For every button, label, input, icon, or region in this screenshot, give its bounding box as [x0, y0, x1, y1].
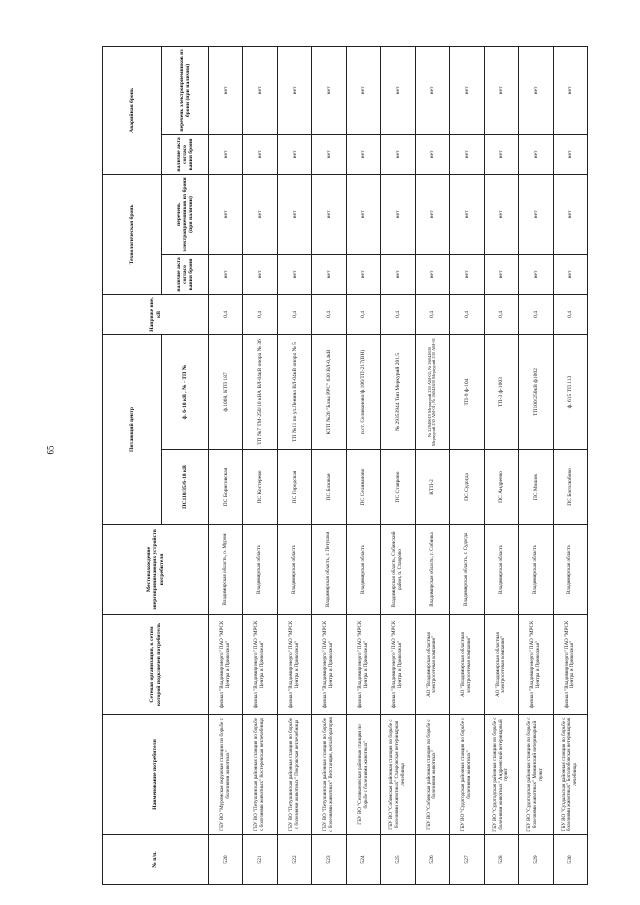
cell-location: Владимирская область [484, 525, 518, 615]
cell-emerg-agreed: нет [519, 134, 553, 174]
table-row [209, 46, 243, 884]
cell-tech-agreed: нет [346, 254, 380, 294]
cell-voltage: 0,4 [312, 294, 346, 334]
cell-emerg-agreed: нет [346, 134, 380, 174]
table-row [243, 46, 277, 884]
cell-emerg-list: нет [415, 46, 449, 134]
cell-tech-list: нет [381, 174, 415, 254]
consumer-table [102, 46, 588, 885]
cell-network: филиал "Владимирэнерго" ПАО "МРСК Центра и Приволжья" [346, 615, 380, 715]
cell-tech-list: нет [484, 174, 518, 254]
cell-feeder: № 22940619 Меркурий 230 АМ-02; № 26042630 Меркурий 230 АМ-01; № 26042630 Меркурий 230 АМ-01 [415, 334, 449, 449]
cell-voltage: 0,4 [450, 294, 484, 334]
cell-tech-agreed: нет [519, 254, 553, 294]
table-row [553, 46, 587, 884]
cell-location: Владимирская область, г. Собинка [415, 525, 449, 615]
cell-num: 529 [519, 835, 553, 885]
table-row [312, 46, 346, 884]
table-row [277, 46, 311, 884]
col-tech-list-header: перечень электроприемников из брони (при наличии) [162, 174, 209, 254]
cell-tech-list: нет [553, 174, 587, 254]
cell-emerg-agreed: нет [450, 134, 484, 174]
cell-ps: ПС Базовая [312, 450, 346, 525]
cell-network: филиал "Владимирэнерго" ПАО "МРСК Центра и Приволжья" [209, 615, 243, 715]
cell-location: Владимирская область, Собинский район, п. Ставрово [381, 525, 415, 615]
cell-tech-list: нет [450, 174, 484, 254]
cell-location: Владимирская область [346, 525, 380, 615]
cell-network: филиал "Владимирэнерго" ПАО "МРСК Центра и Приволжья" [519, 615, 553, 715]
cell-consumer: ГБУ ВО "Петушинская районная станция по борьбе с болезнями животных" Покровская ветлечебница [277, 715, 311, 835]
cell-network: филиал "Владимирэнерго" ПАО "МРСК Центра и Приволжья" [243, 615, 277, 715]
cell-ps: ПС Костерево [243, 450, 277, 525]
cell-consumer: ГБУ ВО "Судогодская районная станции по борьбе с болезнями животных" Моминский ветеринарный пункт [519, 715, 553, 835]
cell-tech-list: нет [346, 174, 380, 254]
cell-consumer: ГБУ ВО "Суздальская районная станция по борьбе с болезнями животных" Боголюбовская ветеринарная лечебница [553, 715, 587, 835]
col-tech-agreed-header: наличие акта согласо вания брони [162, 254, 209, 294]
table-row [450, 46, 484, 884]
cell-emerg-agreed: нет [312, 134, 346, 174]
cell-emerg-list: нет [346, 46, 380, 134]
cell-feeder: п.ст. Селиваново/ф.106/ТП-217(ВН) [346, 334, 380, 449]
col-consumer-header: Наименование потребителя [103, 715, 209, 835]
cell-emerg-list: нет [312, 46, 346, 134]
cell-emerg-list: нет [381, 46, 415, 134]
cell-ps: ПС Селиваново [346, 450, 380, 525]
cell-network: филиал "Владимирэнерго" ПАО "МРСК Центра и Приволжья" [312, 615, 346, 715]
cell-consumer: ГБУ ВО "Судогодская районная станция по борьбе с болезнями животных" [450, 715, 484, 835]
col-power-center-header: Питающий центр [103, 334, 162, 524]
cell-tech-agreed: нет [277, 254, 311, 294]
cell-voltage: 0,4 [484, 294, 518, 334]
col-voltage-header: Напряже ние, кВ [103, 294, 209, 334]
cell-ps: ПС Борисовская [209, 450, 243, 525]
cell-consumer: ГБУ ВО "Петушинская районная станция по борьбе с болезнями животных" Костеревская ветлечебница [243, 715, 277, 835]
cell-ps: ПС Андреево [484, 450, 518, 525]
col-tech-armor-header: Технологическая бронь [103, 174, 162, 294]
cell-network: филиал "Владимирэнерго" ПАО "МРСК Центра и Приволжья" [277, 615, 311, 715]
cell-ps: ПС Городская [277, 450, 311, 525]
cell-feeder: ТП №11 по ул.Ленина ВЛ-04кВ опора № 5 [277, 334, 311, 449]
cell-location: Владимирская область, г. Судогда [450, 525, 484, 615]
cell-consumer: ГБУ ВО "Собинская районная станция по борьбе с болезнями животных" [415, 715, 449, 835]
cell-location: Владимирская область [553, 525, 587, 615]
cell-location: Владимирская область [519, 525, 553, 615]
cell-tech-list: нет [519, 174, 553, 254]
cell-tech-list: нет [243, 174, 277, 254]
col-emerg-agreed-header: наличие акта согласо вания брони [162, 134, 209, 174]
cell-consumer: ГБУ ВО "Судогодская районная станции по борьбе с болезнями животных" Андреевский ветеринарный пункт [484, 715, 518, 835]
cell-consumer: ГБУ ВО "Собинская районная станция по борьбе с болезнями животных" Ставровская ветеринарная лечебница [381, 715, 415, 835]
cell-feeder: ТП100/250кВ ф1002 [519, 334, 553, 449]
cell-emerg-list: нет [553, 46, 587, 134]
cell-feeder: ф. 615 ТП 113 [553, 334, 587, 449]
cell-num: 530 [553, 835, 587, 885]
col-emerg-armor-header: Аварийная бронь [103, 46, 162, 174]
col-num-header: № п/п. [103, 835, 209, 885]
cell-feeder: КТП №20 "Базы РРС" 630 ВЛ-0,4кВ [312, 334, 346, 449]
cell-num: 528 [484, 835, 518, 885]
cell-voltage: 0,4 [519, 294, 553, 334]
cell-emerg-agreed: нет [415, 134, 449, 174]
cell-consumer: ГБУ ВО "Петушинская районная станция по борьбе с болезнями животных" Ветстанция, ветлаборатория [312, 715, 346, 835]
cell-voltage: 0,4 [381, 294, 415, 334]
cell-emerg-agreed: нет [277, 134, 311, 174]
cell-emerg-agreed: нет [209, 134, 243, 174]
cell-ps: КТП-2 [415, 450, 449, 525]
cell-voltage: 0,4 [243, 294, 277, 334]
cell-location: Владимирская область [243, 525, 277, 615]
cell-emerg-list: нет [484, 46, 518, 134]
cell-voltage: 0,4 [209, 294, 243, 334]
cell-tech-list: нет [209, 174, 243, 254]
cell-emerg-list: нет [209, 46, 243, 134]
cell-location: Владимирская область [277, 525, 311, 615]
cell-feeder: ТП №7 ТМ-250/10 кВА ВЛ-04кВ опора № 36 [243, 334, 277, 449]
cell-tech-agreed: нет [381, 254, 415, 294]
cell-ps: ПС Ставрово [381, 450, 415, 525]
col-network-header: Сетевая организация, к сетям которой подключен потребитель [103, 615, 209, 715]
cell-emerg-agreed: нет [553, 134, 587, 174]
cell-num: 526 [415, 835, 449, 885]
cell-feeder: ТП-9 ф-104 [450, 334, 484, 449]
cell-location: Владимирская область, о. Муром [209, 525, 243, 615]
cell-voltage: 0,4 [553, 294, 587, 334]
cell-emerg-list: нет [243, 46, 277, 134]
cell-tech-agreed: нет [553, 254, 587, 294]
cell-tech-agreed: нет [415, 254, 449, 294]
cell-num: 522 [277, 835, 311, 885]
col-feeder-header: ф. 6-10 кВ , № - ТП № [162, 334, 209, 449]
cell-emerg-agreed: нет [243, 134, 277, 174]
col-location-header: Местонахождение энергопринимающих устройств потребителя [103, 525, 209, 615]
cell-num: 524 [346, 835, 380, 885]
cell-voltage: 0,4 [346, 294, 380, 334]
cell-network: филиал "Владимирэнерго" ПАО "МРСК Центра и Приволжья" [381, 615, 415, 715]
cell-num: 523 [312, 835, 346, 885]
cell-emerg-list: нет [277, 46, 311, 134]
page-number: 65 [45, 445, 56, 455]
rotated-page [102, 47, 588, 885]
cell-network: АО "Владимирская областная электросетевая компания" [484, 615, 518, 715]
cell-num: 520 [209, 835, 243, 885]
cell-network: АО "Владимирская областная электросетевая компания" [415, 615, 449, 715]
cell-tech-agreed: нет [312, 254, 346, 294]
cell-ps: ПС Мошок [519, 450, 553, 525]
table-row [484, 46, 518, 884]
cell-tech-agreed: нет [484, 254, 518, 294]
cell-tech-list: нет [312, 174, 346, 254]
cell-tech-agreed: нет [243, 254, 277, 294]
cell-emerg-list: нет [450, 46, 484, 134]
cell-feeder: № 29353944 Тип Меркурий 201.5 [381, 334, 415, 449]
table-row [381, 46, 415, 884]
col-emerg-list-header: перечень электроприемников из брони (при наличии) [162, 46, 209, 134]
cell-consumer: ГБУ ВО "Селивановская районная станции по борьбе с болезнями животных" [346, 715, 380, 835]
cell-num: 521 [243, 835, 277, 885]
cell-tech-agreed: нет [209, 254, 243, 294]
col-ps-header: ПС110/35/6-10 кВ [162, 450, 209, 525]
cell-num: 525 [381, 835, 415, 885]
cell-network: филиал "Владимирэнерго" ПАО "МРСК Центра и Приволжья" [553, 615, 587, 715]
cell-location: Владимирская область, г. Петушки [312, 525, 346, 615]
cell-ps: ПС Боголюбово [553, 450, 587, 525]
cell-emerg-agreed: нет [484, 134, 518, 174]
cell-emerg-list: нет [519, 46, 553, 134]
table-row [415, 46, 449, 884]
table-row [346, 46, 380, 884]
cell-network: АО "Владимирская областная электросетевая компания" [450, 615, 484, 715]
cell-tech-agreed: нет [450, 254, 484, 294]
table-row [519, 46, 553, 884]
cell-num: 527 [450, 835, 484, 885]
cell-voltage: 0,4 [277, 294, 311, 334]
cell-emerg-agreed: нет [381, 134, 415, 174]
cell-consumer: ГБУ ВО "Муромская окружная станции по борьбе с болезнями животных" [209, 715, 243, 835]
cell-voltage: 0,4 [415, 294, 449, 334]
cell-feeder: ф.1008, КТП 187 [209, 334, 243, 449]
cell-ps: ПС Судогда [450, 450, 484, 525]
cell-tech-list: нет [415, 174, 449, 254]
cell-tech-list: нет [277, 174, 311, 254]
cell-feeder: ТП-3 ф-1003 [484, 334, 518, 449]
